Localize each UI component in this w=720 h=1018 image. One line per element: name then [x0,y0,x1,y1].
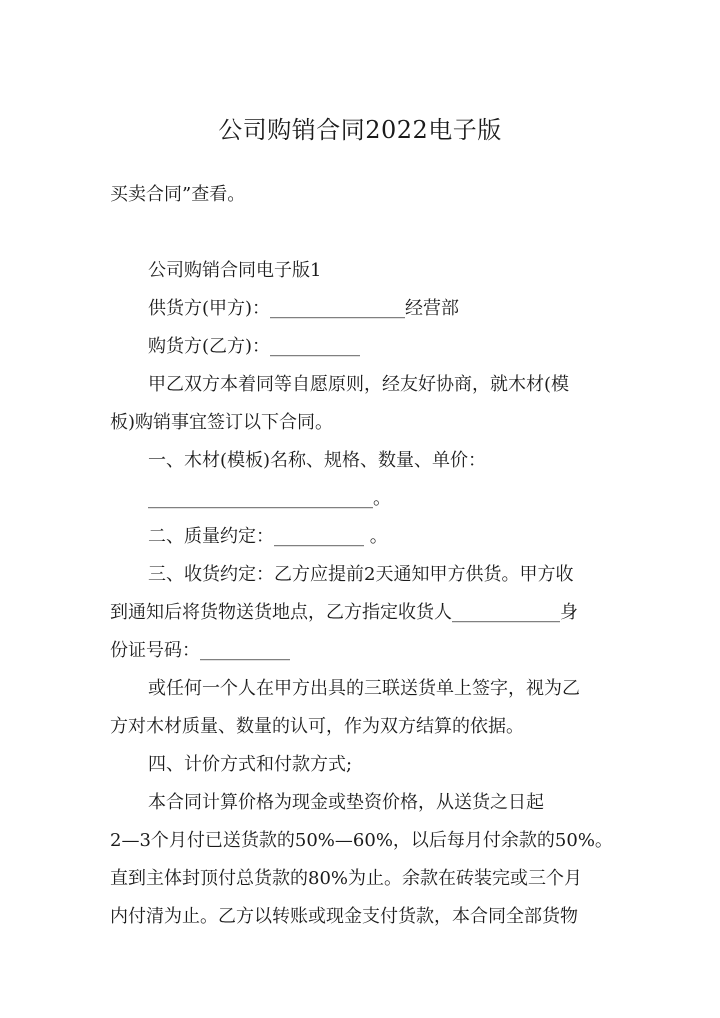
preamble-line-2: 板)购销事宜签订以下合同。 [110,412,334,433]
preamble-line-1: 甲乙双方本着同等自愿原则，经友好协商，就木材(模 [148,374,570,395]
document-title: 公司购销合同2022电子版 [218,116,502,144]
clause-4-line-3: 直到主体封顶付总货款的80%为止。余款在砖装完或三个月 [110,868,583,889]
clause-3-line-3: 份证号码：__________ [110,640,290,661]
buyer-line: 购货方(乙方)：__________ [148,336,361,357]
supplier-line: 供货方(甲方)：_______________经营部 [148,298,460,319]
clause-4-line-4: 内付清为止。乙方以转账或现金支付货款，本合同全部货物 [110,906,578,927]
clause-2: 二、质量约定：__________ 。 [148,526,388,547]
clause-3-cont-line-1: 或任何一个人在甲方出具的三联送货单上签字，视为乙 [148,678,580,699]
clause-4-line-2: 2—3个月付已送货款的50%—60%，以后每月付余款的50%。 [110,830,613,851]
clause-4-heading: 四、计价方式和付款方式; [148,754,353,775]
clause-3-cont-line-2: 方对木材质量、数量的认可，作为双方结算的依据。 [110,716,524,737]
clause-4-line-1: 本合同计算价格为现金或垫资价格，从送货之日起 [148,792,544,813]
intro-fragment: 买卖合同”查看。 [110,184,246,205]
clause-1-heading: 一、木材(模板)名称、规格、数量、单价： [148,450,487,471]
contract-heading: 公司购销合同电子版1 [148,260,322,281]
clause-3-line-2: 到通知后将货物送货地点，乙方指定收货人____________身 [110,602,578,623]
clause-1-blank: _________________________。 [148,488,391,509]
clause-3-line-1: 三、收货约定：乙方应提前2天通知甲方供货。甲方收 [148,564,574,585]
